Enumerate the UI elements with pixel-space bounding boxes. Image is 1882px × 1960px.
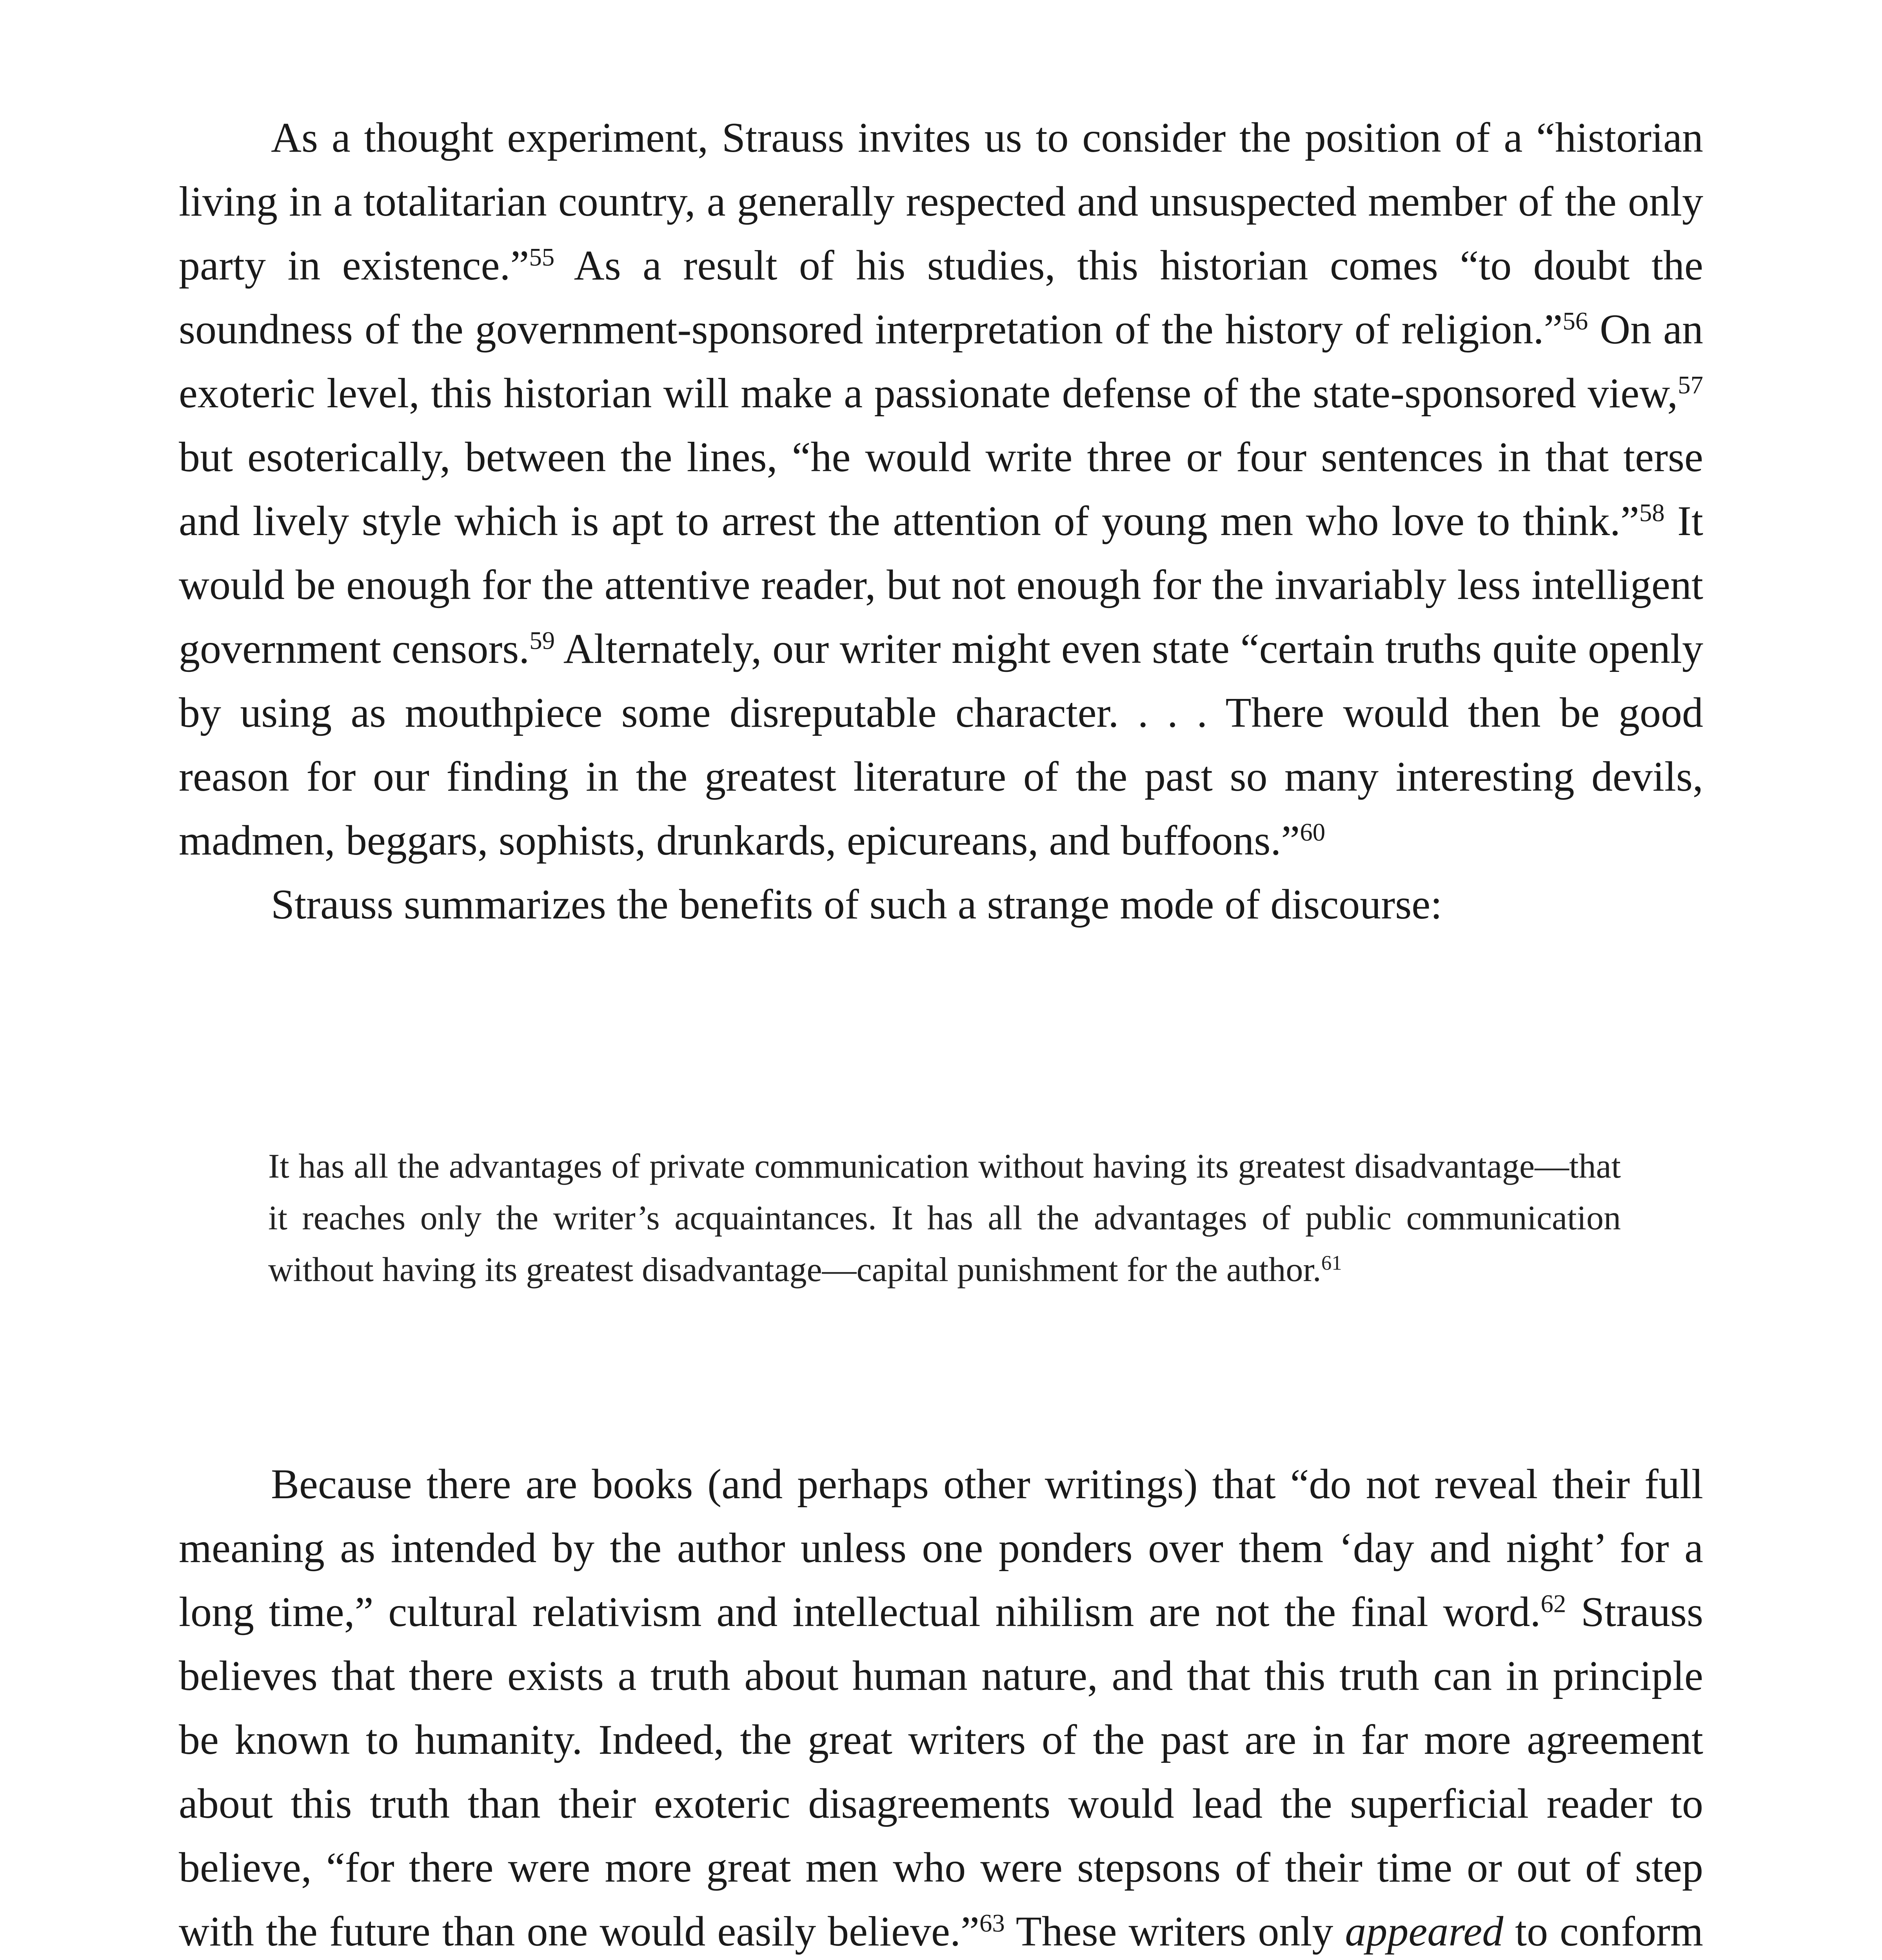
footnote-ref-55: 55 xyxy=(529,243,555,272)
p1-sentence-4: but esoterically, between the lines, “he would write three or four sentences in that terse and lively style which is apt to arrest the attention of young men who love to think.” xyxy=(179,434,1703,544)
p3-sentence-2: Strauss believes that there exists a truth about human nature, and that this truth can in principle be known to humanity. Indeed, the great writers of the past are in far more agreement about this truth than their exoteric disagreements would lead the superficial reader to believe, “for there were more great men who were stepsons of their time or out of step with the future than one would easily believe.” xyxy=(179,1589,1704,1955)
footnote-ref-58: 58 xyxy=(1639,499,1665,527)
paragraph-3 xyxy=(179,1452,1703,1960)
p3-sentence-3: These writers only xyxy=(1005,1908,1345,1955)
paragraph-1 xyxy=(179,106,1703,873)
block-quote xyxy=(268,1141,1621,1296)
p3-sentence-1: Because there are books (and perhaps other writings) that “do not reveal their full meaning as intended by the author unless one ponders over them ‘day and night’ for a long time,” cultural relativism and intellectual nihilism are not the final word. xyxy=(179,1461,1703,1635)
main-text-top xyxy=(179,106,1703,936)
footnote-ref-62: 62 xyxy=(1540,1590,1566,1618)
footnote-ref-60: 60 xyxy=(1300,818,1326,847)
footnote-ref-57: 57 xyxy=(1678,371,1703,399)
footnote-ref-59: 59 xyxy=(529,626,555,655)
p1-sentence-5: It would be enough for the attentive reader, but not enough for the invariably less intelligent government censors. xyxy=(179,498,1703,672)
footnote-ref-63: 63 xyxy=(979,1909,1005,1938)
paragraph-2: Strauss summarizes the benefits of such a strange mode of discourse: xyxy=(271,881,1442,928)
main-text-bottom xyxy=(179,1452,1703,1960)
footnote-ref-56: 56 xyxy=(1562,307,1588,336)
footnote-ref-61: 61 xyxy=(1321,1251,1342,1274)
p1-sentence-2: As a result of his studies, this historian comes “to doubt the soundness of the government-sponsored interpretation of the history of religion.” xyxy=(179,242,1703,353)
block-quote-text: It has all the advantages of private communication without having its greatest disadvantage—that it reaches only the writer’s acquaintances. It has all the advantages of public communication without having its greatest disadvantage—capital punishment for the author. xyxy=(268,1147,1621,1289)
p1-sentence-1: As a thought experiment, Strauss invites us to consider the position of a “historian living in a totalitarian country, a generally respected and unsuspected member of the only party in existence.” xyxy=(179,114,1703,289)
p3-sentence-4: to conform xyxy=(1515,1908,1703,1955)
p1-sentence-3: On an exoteric level, this historian will make a passionate defense of the state-sponsored view, xyxy=(179,306,1703,417)
emphasis-appeared: appeared xyxy=(1345,1908,1504,1955)
p1-sentence-6: Alternately, our writer might even state “certain truths quite openly by using as mouthpiece some disreputable character. . . . There would then be good reason for our finding in the greatest literature of the past so many interesting devils, madmen, beggars, sophists, drunkards, epicureans, and buffoons.” xyxy=(179,626,1703,864)
